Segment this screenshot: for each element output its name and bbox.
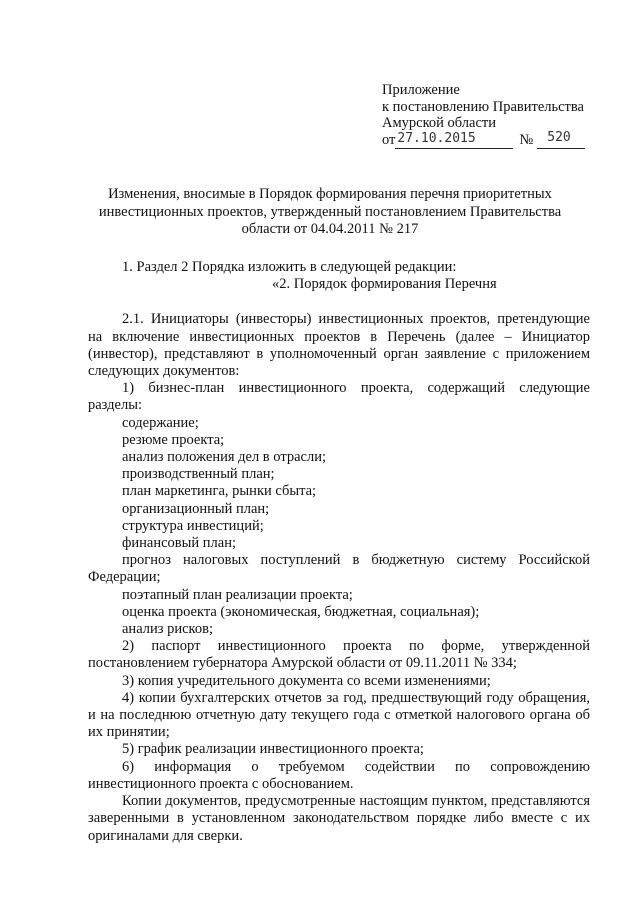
paragraph-2-1: 2.1. Инициаторы (инвесторы) инвестиционных проектов, претендующие на включение инвестиционных проектов в Перечень (далее – Инициатор (инвестор), представляют в уполномоченный орган заявление с приложением следующих документов: bbox=[88, 311, 590, 380]
item-3: 3) копия учредительного документа со всеми изменениями; bbox=[122, 672, 491, 689]
appendix-label: Приложение bbox=[382, 82, 460, 98]
list-item: план маркетинга, рынки сбыта; bbox=[122, 483, 317, 500]
business-plan-sections bbox=[88, 415, 590, 553]
title-line-1: Изменения, вносимые в Порядок формирования перечня приоритетных bbox=[108, 186, 552, 202]
list-item: структура инвестиций; bbox=[122, 517, 264, 534]
number-value: 520 bbox=[547, 130, 571, 145]
number-label: № bbox=[519, 132, 534, 148]
list-item: финансовый план; bbox=[122, 535, 236, 552]
list-item: анализ положения дел в отрасли; bbox=[122, 449, 326, 466]
list-item: анализ рисков; bbox=[122, 621, 213, 638]
section-1-heading: 1. Раздел 2 Порядка изложить в следующей редакции: bbox=[122, 259, 457, 275]
appendix-ref-line: к постановлению Правительства bbox=[382, 98, 584, 115]
item-6: 6) информация о требуемом содействии по сопровождению инвестиционного проекта с обоснованием. bbox=[88, 758, 590, 792]
list-item: производственный план; bbox=[122, 466, 275, 483]
date-number-row bbox=[382, 132, 622, 149]
date-value: 27.10.2015 bbox=[397, 131, 476, 146]
document-title bbox=[70, 186, 590, 239]
item-1: 1) бизнес-план инвестиционного проекта, содержащий следующие разделы: bbox=[88, 380, 590, 414]
appendix-header bbox=[382, 82, 622, 149]
number-field bbox=[537, 132, 585, 149]
item-2: 2) паспорт инвестиционного проекта по форме, утвержденной постановлением губернатора Амурской области от 09.11.2011 № 334; bbox=[88, 638, 590, 672]
list-item: организационный план; bbox=[122, 500, 270, 517]
list-item: резюме проекта; bbox=[122, 431, 225, 448]
closing-paragraph: Копии документов, предусмотренные настоящим пунктом, представляются заверенными в установленном законодательством порядке либо вместе с их оригиналами для сверки. bbox=[88, 793, 590, 844]
list-item: поэтапный план реализации проекта; bbox=[122, 586, 353, 603]
item-4: 4) копии бухгалтерских отчетов за год, предшествующий году обращения, и на последнюю отчетную дату текущего года с отметкой налогового органа об их принятии; bbox=[88, 689, 590, 741]
list-item: оценка проекта (экономическая, бюджетная, социальная); bbox=[122, 603, 480, 620]
item-5: 5) график реализации инвестиционного проекта; bbox=[122, 741, 424, 758]
business-plan-sections-2 bbox=[88, 587, 590, 639]
from-label: от bbox=[382, 132, 396, 148]
title-line-3: области от 04.04.2011 № 217 bbox=[241, 221, 419, 237]
appendix-region-line: Амурской области bbox=[382, 115, 496, 131]
document-body bbox=[88, 259, 590, 845]
forecast-item: прогноз налоговых поступлений в бюджетную систему Российской Федерации; bbox=[88, 552, 590, 586]
list-item: содержание; bbox=[122, 414, 199, 431]
date-field bbox=[395, 132, 513, 149]
title-line-2: инвестиционных проектов, утвержденный постановлением Правительства bbox=[98, 203, 562, 220]
section-2-title: «2. Порядок формирования Перечня bbox=[272, 276, 497, 293]
